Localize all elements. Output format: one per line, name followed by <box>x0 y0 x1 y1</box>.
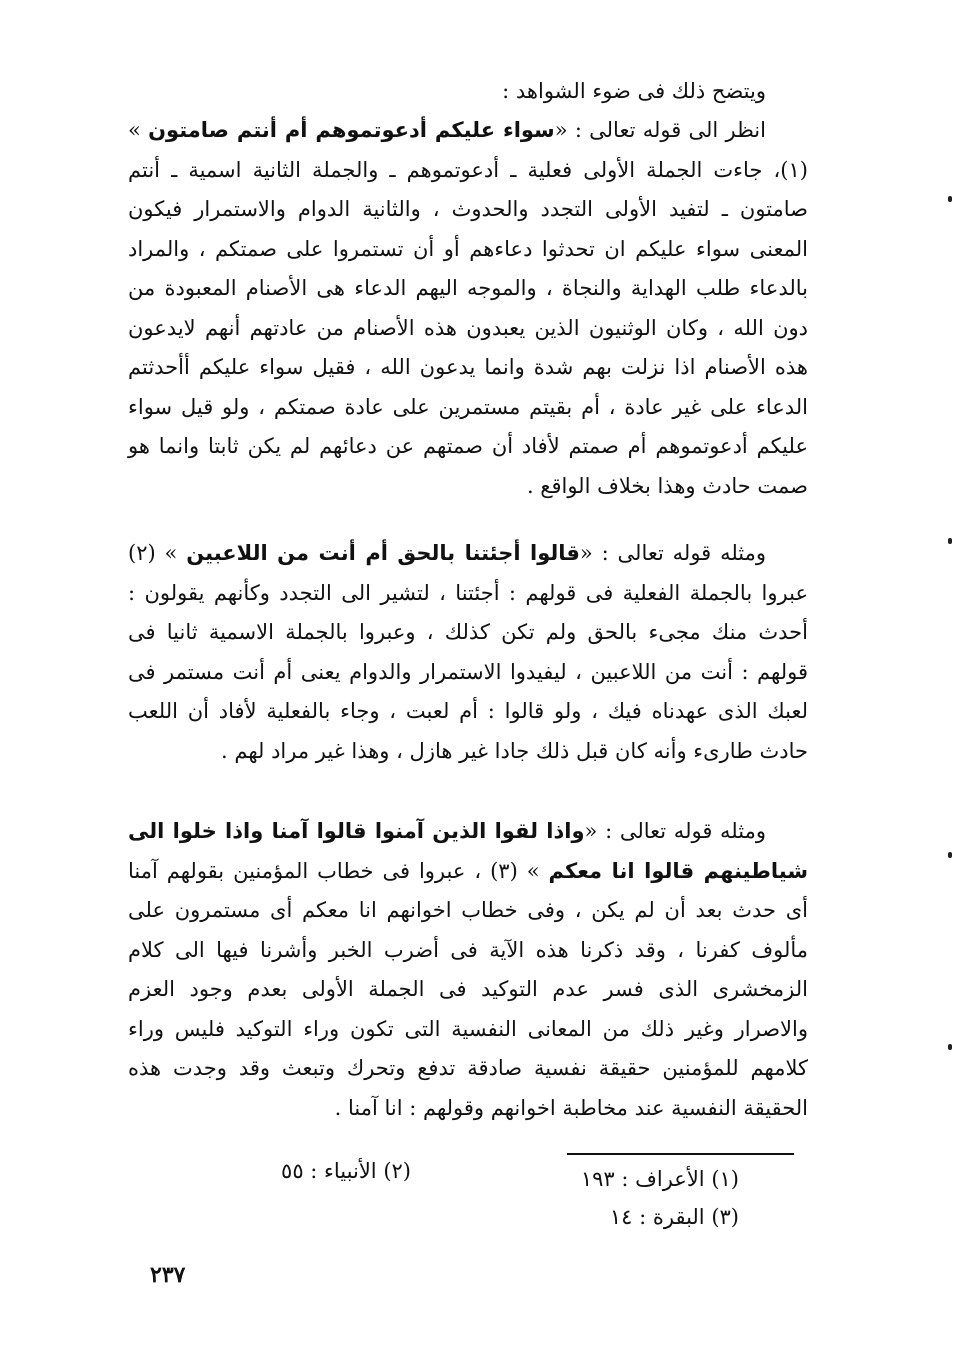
para3-lead: ومثله قوله تعالى : « <box>584 819 766 843</box>
para3-body: عبروا فى خطاب المؤمنين بقولهم آمنا أى حدث بعد أن لم يكن ، وفى خطاب اخوانهم انا معكم أى مستمرون على مألوف كفرنا ، وقد ذكرنا هذه الآية فى أضرب الخبر وأشرنا فيها الى كلام الزمخشرى الذى فسر عدم التوكيد فى الجملة الأولى بعدم وجود العزم والاصرار وغير ذلك من المعانى النفسية التى تكون وراء التوكيد فليس وراء كلامهم للمؤمنين حقيقة نفسية صادقة تدفع وتحرك وتبعث وقد وجدت هذه الحقيقة النفسية عند مخاطبة اخوانهم وقولهم : انا آمنا . <box>128 858 809 1120</box>
paragraph-3 <box>128 812 808 1128</box>
scan-speck <box>948 852 952 858</box>
para1-body: جاءت الجملة الأولى فعلية ـ أدعوتموهم ـ والجملة الثانية اسمية ـ أنتم صامتون ـ لتفيد الأولى التجدد والحدوث ، والثانية الدوام والاستمرار فيكون المعنى سواء عليكم ان تحدثوا دعاءهم أو أن تستمروا على صمتكم ، والمراد بالدعاء طلب الهداية والنجاة ، والموجه اليهم الدعاء هى الأصنام المعبودة من دون الله ، وكان الوثنيون الذين يعبدون هذه الأصنام من عادتهم أنهم لايدعون هذه الأصنام اذا نزلت بهم شدة وانما يدعون الله ، فقيل سواء عليكم أأحدثتم الدعاء على غير عادة ، أم بقيتم مستمرين على عادة صمتكم ، ولو قيل سواء عليكم أدعوتموهم أم صمتم لأفاد أن صمتهم عن دعائهم لم يكن ثابتا وانما هو صمت حادث وهذا بخلاف الواقع . <box>128 157 808 498</box>
para1-verse: سواء عليكم أدعوتموهم أم أنتم صامتون <box>148 118 555 142</box>
footnote-3: (٣) البقرة : ١٤ <box>609 1205 739 1229</box>
paragraph-1 <box>128 111 808 506</box>
para3-ref: » (٣) ، <box>474 858 540 883</box>
para1-lead: انظر الى قوله تعالى : « <box>554 118 766 142</box>
footnote-divider <box>567 1153 794 1155</box>
scan-speck <box>948 196 952 202</box>
page-number: ٢٣٧ <box>150 1262 186 1288</box>
para2-lead: ومثله قوله تعالى : « <box>579 541 767 565</box>
footnote-1: (١) الأعراف : ١٩٣ <box>580 1167 739 1191</box>
para2-ref: » (٢) <box>128 541 178 565</box>
footnote-2: (٢) الأنبياء : ٥٥ <box>281 1159 411 1183</box>
para3-verse: واذا لقوا الذين آمنوا قالوا آمنا واذا خلوا الى شياطينهم قالوا انا معكم <box>128 819 809 883</box>
paragraph-2 <box>128 534 808 771</box>
para1-ref: » (١)، <box>128 118 808 182</box>
intro-text: ويتضح ذلك فى ضوء الشواهد : <box>502 79 766 103</box>
para2-body: عبروا بالجملة الفعلية فى قولهم : أجئتنا ، لتشير الى التجدد وكأنهم يقولون : أحدث منك مجىء بالحق ولم تكن كذلك ، وعبروا بالجملة الاسمية ثانيا فى قولهم : أنت من اللاعبين ، ليفيدوا الاستمرار والدوام يعنى أم أنت مستمر فى لعبك الذى عهدناه فيك ، ولو قالوا : أم لعبت ، وجاء بالفعلية لأفاد أن اللعب حادث طارىء وأنه كان قبل ذلك جادا غير هازل ، وهذا غير مراد لهم . <box>128 580 808 763</box>
scan-speck <box>948 538 952 544</box>
para2-verse: قالوا أجئتنا بالحق أم أنت من اللاعبين <box>186 541 580 565</box>
scan-speck <box>948 1044 952 1050</box>
intro-line <box>128 72 808 112</box>
